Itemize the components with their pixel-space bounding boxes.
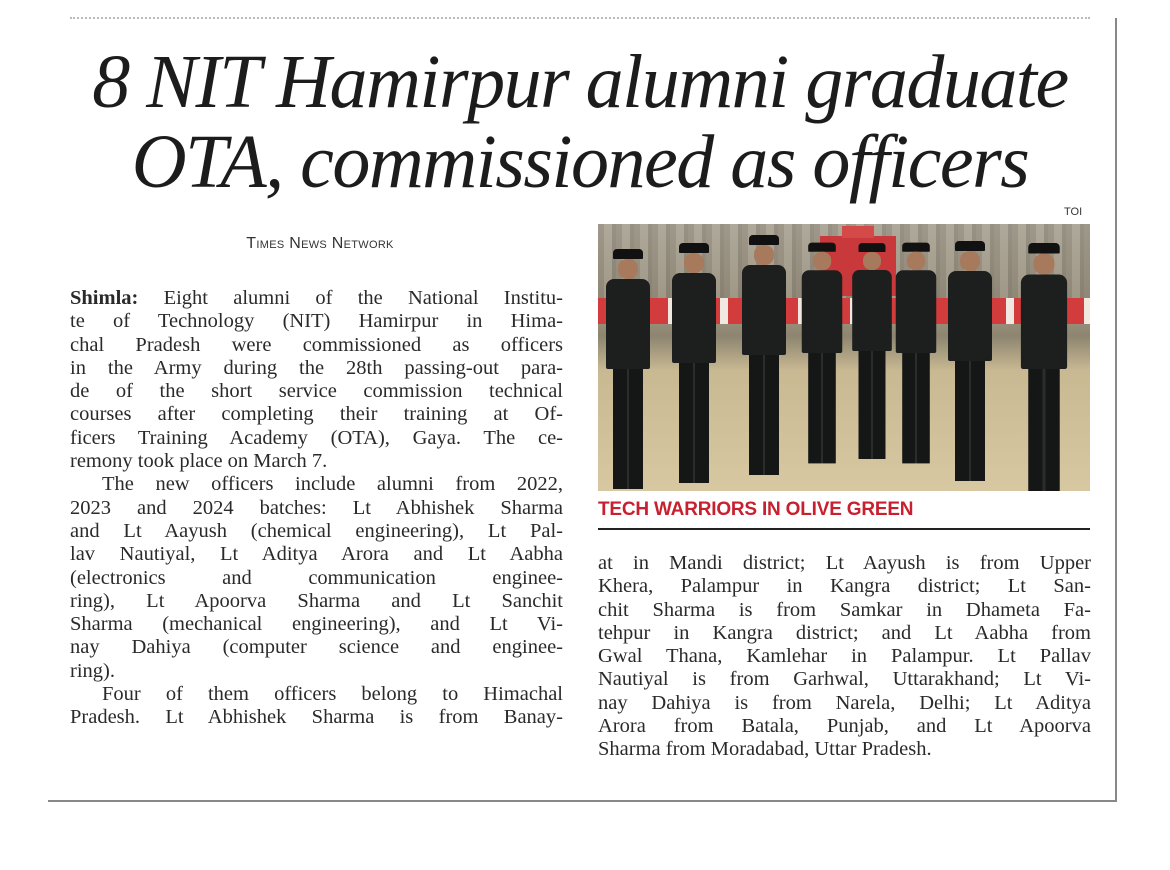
text-line: chal Pradesh were commissioned as officers <box>70 333 563 356</box>
bottom-border <box>48 800 1117 802</box>
headline-line-1: 8 NIT Hamirpur alumni graduate <box>92 40 1068 124</box>
paragraph-3 <box>70 683 563 730</box>
text-line: Arora from Batala, Punjab, and Lt Apoorva <box>598 715 1091 738</box>
dateline: Shimla: <box>70 287 139 309</box>
text-line: Nautiyal is from Garhwal, Uttarakhand; Lt Vi- <box>598 668 1091 691</box>
text-line: and Lt Aayush (chemical engineering), Lt Pal- <box>70 519 563 542</box>
text-line: ficers Training Academy (OTA), Gaya. The ce- <box>70 426 563 449</box>
text-line: chit Sharma is from Samkar in Dhameta Fa- <box>598 598 1091 621</box>
paragraph-2 <box>70 473 563 683</box>
text-line: 2023 and 2024 batches: Lt Abhishek Sharma <box>70 496 563 519</box>
text-line: de of the short service commission technical <box>70 380 563 403</box>
caption-rule <box>598 528 1090 530</box>
text-line: The new officers include alumni from 2022, <box>102 473 563 496</box>
text-line: Sharma (mechanical engineering), and Lt Vi- <box>70 613 563 636</box>
text-line: at in Mandi district; Lt Aayush is from Upper <box>598 552 1091 574</box>
text-line: Pradesh. Lt Abhishek Sharma is from Banay- <box>70 706 563 729</box>
top-dotted-rule <box>70 17 1090 19</box>
photo-officers-group <box>598 224 1090 491</box>
byline: Times News Network <box>246 235 394 252</box>
article-right-column <box>598 552 1091 762</box>
text-line: Four of them officers belong to Himachal <box>102 683 563 706</box>
text-line: nay Dahiya is from Narela, Delhi; Lt Aditya <box>598 691 1091 714</box>
officer-figure <box>948 241 992 481</box>
text-line: Khera, Palampur in Kangra district; Lt San- <box>598 575 1091 598</box>
text-line: Gwal Thana, Kamlehar in Palampur. Lt Pallav <box>598 645 1091 668</box>
headline-line-2: OTA, commissioned as officers <box>131 120 1029 204</box>
text-line: ring), Lt Apoorva Sharma and Lt Sanchit <box>70 589 563 612</box>
officer-figure <box>896 243 936 464</box>
officer-figure <box>672 243 716 483</box>
officer-figure <box>852 243 892 459</box>
officer-figure <box>606 249 650 489</box>
officer-figure <box>1021 243 1067 491</box>
officer-figure <box>742 235 786 475</box>
officer-figure <box>802 243 842 464</box>
text-line: Eight alumni of the National Institu- <box>138 287 563 309</box>
paragraph-1 <box>70 287 563 473</box>
photo-caption: TECH WARRIORS IN OLIVE GREEN <box>598 499 914 520</box>
text-line: ring). <box>70 659 115 682</box>
text-line: tehpur in Kangra district; and Lt Aabha from <box>598 621 1091 644</box>
text-line: in the Army during the 28th passing-out para- <box>70 356 563 379</box>
text-line: lav Nautiyal, Lt Aditya Arora and Lt Aabha <box>70 543 563 566</box>
text-line: (electronics and communication enginee- <box>70 566 563 589</box>
text-line: te of Technology (NIT) Hamirpur in Hima- <box>70 310 563 333</box>
text-line: remony took place on March 7. <box>70 450 328 473</box>
text-line: courses after completing their training at Of- <box>70 403 563 426</box>
photo-credit: TOI <box>1064 206 1083 218</box>
article-left-column <box>70 287 563 730</box>
text-line: nay Dahiya (computer science and enginee- <box>70 636 563 659</box>
text-line: Sharma from Moradabad, Uttar Pradesh. <box>598 738 932 761</box>
